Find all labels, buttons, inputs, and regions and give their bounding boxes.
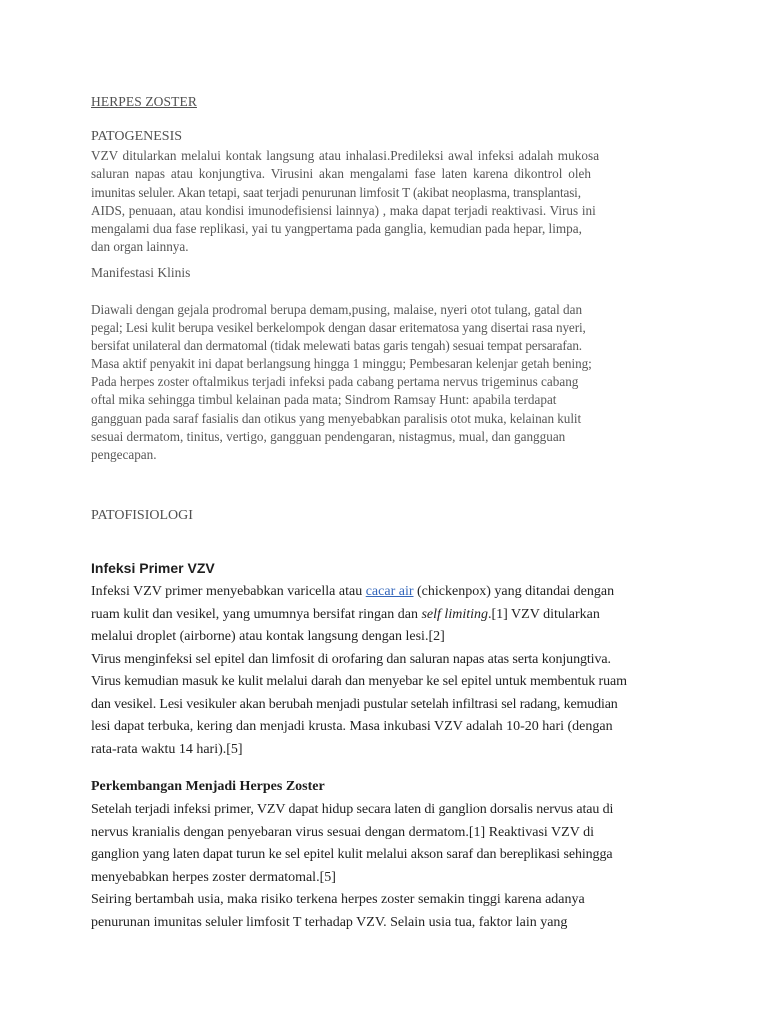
paragraph-line: nervus kranialis dengan penyebaran virus sesuai dengan dermatom.[1] Reaktivasi VZV di xyxy=(91,824,594,840)
paragraph-line: sesuai dermatom, tinitus, vertigo, gangguan pendengaran, nistagmus, mual, dan gangguan xyxy=(91,428,566,444)
document-title: HERPES ZOSTER xyxy=(91,94,197,109)
paragraph-line xyxy=(91,581,691,604)
paragraph-line: VZV ditularkan melalui kontak langsung atau inhalasi.Predileksi awal infeksi adalah mukosa xyxy=(91,148,600,163)
paragraph-line: pengecapan. xyxy=(91,446,157,462)
paragraph-line: ganglion yang laten dapat turun ke sel epitel kulit melalui akson saraf dan bereplikasi sehingga xyxy=(91,847,613,862)
paragraph-line: dan organ lainnya. xyxy=(91,239,189,255)
paragraph-line: menyebabkan herpes zoster dermatomal.[5] xyxy=(91,869,336,885)
paragraph-line: Virus kemudian masuk ke kulit melalui darah dan menyebar ke sel epitel untuk membentuk ruam xyxy=(91,674,627,689)
infeksi-primer-paragraph xyxy=(91,581,691,761)
line-text: .[1] VZV ditularkan xyxy=(487,606,600,622)
perkembangan-heading: Perkembangan Menjadi Herpes Zoster xyxy=(91,779,325,794)
paragraph-line: Masa aktif penyakit ini dapat berlangsung hingga 1 minggu; Pembesaran kelenjar getah bening; xyxy=(91,356,592,372)
self-limiting-italic: self limiting xyxy=(421,606,488,622)
paragraph-line: Setelah terjadi infeksi primer, VZV dapat hidup secara laten di ganglion dorsalis nervus atau di xyxy=(91,802,614,817)
infeksi-primer-heading: Infeksi Primer VZV xyxy=(91,560,215,576)
cacar-air-link[interactable]: cacar air xyxy=(365,584,414,599)
patogenesis-heading: PATOGENESIS xyxy=(91,129,183,144)
patofisiologi-heading: PATOFISIOLOGI xyxy=(91,508,193,523)
paragraph-line: AIDS, penuaan, atau kondisi imunodefisiensi lainnya) , maka dapat terjadi reaktivasi. Virus ini xyxy=(91,202,596,218)
paragraph-line: bersifat unilateral dan dermatomal (tidak melewati batas garis tengah) sesuai tempat persarafan. xyxy=(91,338,582,354)
paragraph-line: gangguan pada saraf fasialis dan otikus yang menyebabkan paralisis otot muka, kelainan kulit xyxy=(91,410,582,426)
paragraph-line: saluran napas atau konjungtiva. Virusini akan mengalami fase laten karena dikontrol oleh xyxy=(91,166,591,182)
perkembangan-paragraph xyxy=(91,799,691,934)
manifestasi-paragraph xyxy=(91,301,681,464)
paragraph-line xyxy=(91,604,691,627)
paragraph-line: Pada herpes zoster oftalmikus terjadi infeksi pada cabang pertama nervus trigeminus cabang xyxy=(91,374,579,390)
paragraph-line: Diawali dengan gejala prodromal berupa demam,pusing, malaise, nyeri otot tulang, gatal dan xyxy=(91,302,583,317)
paragraph-line: imunitas seluler. Akan tetapi, saat terjadi penurunan limfosit T (akibat neoplasma, transplantasi, xyxy=(91,184,581,200)
paragraph-line: pegal; Lesi kulit berupa vesikel berkelompok dengan dasar eritematosa yang disertai rasa nyeri, xyxy=(91,320,586,336)
paragraph-line: mengalami dua fase replikasi, yai tu yangpertama pada ganglia, kemudian pada hepar, limpa, xyxy=(91,221,582,237)
line-text: Infeksi VZV primer menyebabkan varicella atau xyxy=(91,584,366,599)
paragraph-line: oftal mika sehingga timbul kelainan pada mata; Sindrom Ramsay Hunt: apabila terdapat xyxy=(91,392,557,408)
paragraph-line: dan vesikel. Lesi vesikuler akan berubah menjadi pustular setelah infiltrasi sel radang, kemudian xyxy=(91,696,618,712)
line-text: (chickenpox) yang ditandai dengan xyxy=(413,584,615,599)
patogenesis-paragraph xyxy=(91,147,681,257)
paragraph-line: melalui droplet (airborne) atau kontak langsung dengan lesi.[2] xyxy=(91,629,445,644)
line-text: ruam kulit dan vesikel, yang umumnya bersifat ringan dan xyxy=(91,606,422,622)
paragraph-line: rata-rata waktu 14 hari).[5] xyxy=(91,741,243,757)
manifestasi-heading: Manifestasi Klinis xyxy=(91,265,191,280)
paragraph-line: lesi dapat terbuka, kering dan menjadi krusta. Masa inkubasi VZV adalah 10-20 hari (dengan xyxy=(91,719,613,734)
paragraph-line: Virus menginfeksi sel epitel dan limfosit di orofaring dan saluran napas atas serta konjungtiva. xyxy=(91,651,611,667)
paragraph-line: Seiring bertambah usia, maka risiko terkena herpes zoster semakin tinggi karena adanya xyxy=(91,892,585,907)
paragraph-line: penurunan imunitas seluler limfosit T terhadap VZV. Selain usia tua, faktor lain yang xyxy=(91,914,568,930)
